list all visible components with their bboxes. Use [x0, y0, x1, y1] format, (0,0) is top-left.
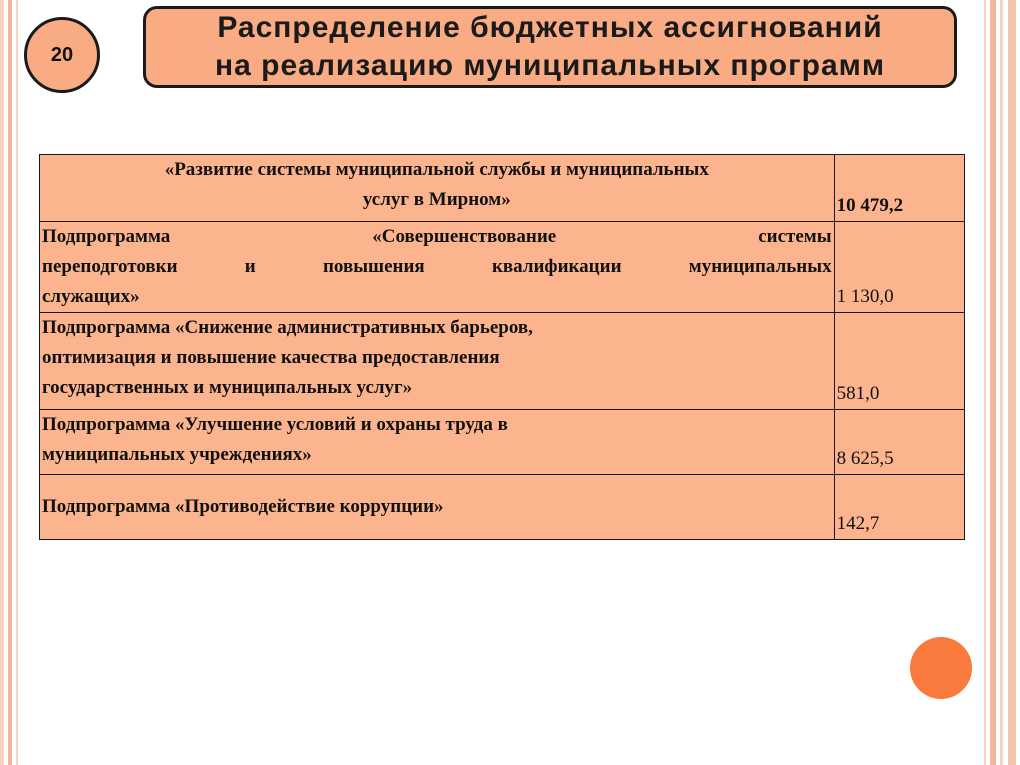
program-name-cell: [40, 475, 835, 540]
right-stripe: [1000, 0, 1003, 765]
program-value-cell: [834, 222, 964, 313]
program-name-line: муниципальных учреждениях»: [42, 444, 312, 465]
program-value: 1 130,0: [836, 286, 894, 307]
program-value: 581,0: [836, 383, 880, 404]
program-name-line: Подпрограмма «Совершенствование системы: [42, 226, 832, 247]
slide-number-badge: [24, 17, 100, 93]
program-name-cell: [40, 155, 835, 222]
right-stripe: [990, 0, 996, 765]
program-name-line: Подпрограмма «Противодействие коррупции»: [42, 496, 444, 517]
program-value-cell: [834, 155, 964, 222]
left-stripe: [0, 0, 4, 765]
program-name-line: государственных и муниципальных услуг»: [42, 377, 413, 398]
table-row: [40, 222, 965, 313]
program-value: 142,7: [836, 513, 880, 534]
program-value-cell: [834, 313, 964, 410]
decorative-circle: [910, 637, 972, 699]
left-stripe: [16, 0, 18, 765]
program-name-line: Подпрограмма «Улучшение условий и охраны труда в: [42, 414, 508, 435]
table-row: [40, 313, 965, 410]
slide-title-line: на реализацию муниципальных программ: [214, 49, 886, 82]
program-value: 8 625,5: [836, 448, 894, 469]
program-value-cell: [834, 410, 964, 475]
program-name-line: служащих»: [42, 286, 140, 307]
left-stripe: [8, 0, 12, 765]
program-name-line: оптимизация и повышение качества предоставления: [42, 347, 500, 368]
program-name-line: услуг в Мирном»: [362, 189, 511, 210]
slide-title-line: Распределение бюджетных ассигнований: [217, 11, 883, 44]
title-box: [143, 6, 957, 88]
table-row: [40, 475, 965, 540]
program-name-line: «Развитие системы муниципальной службы и муниципальных: [164, 159, 709, 180]
program-name-cell: [40, 313, 835, 410]
program-name-cell: [40, 222, 835, 313]
program-name-line: Подпрограмма «Снижение административных барьеров,: [42, 317, 533, 338]
slide-number: 20: [50, 43, 74, 66]
slide-title: [215, 9, 885, 85]
program-value: 10 479,2: [836, 195, 904, 216]
table-row: [40, 155, 965, 222]
program-value-cell: [834, 475, 964, 540]
right-stripe: [1008, 0, 1016, 765]
program-name-cell: [40, 410, 835, 475]
program-name-line: переподготовки и повышения квалификации муниципальных: [42, 256, 832, 277]
right-stripe: [984, 0, 986, 765]
budget-table: [39, 154, 965, 540]
table-row: [40, 410, 965, 475]
